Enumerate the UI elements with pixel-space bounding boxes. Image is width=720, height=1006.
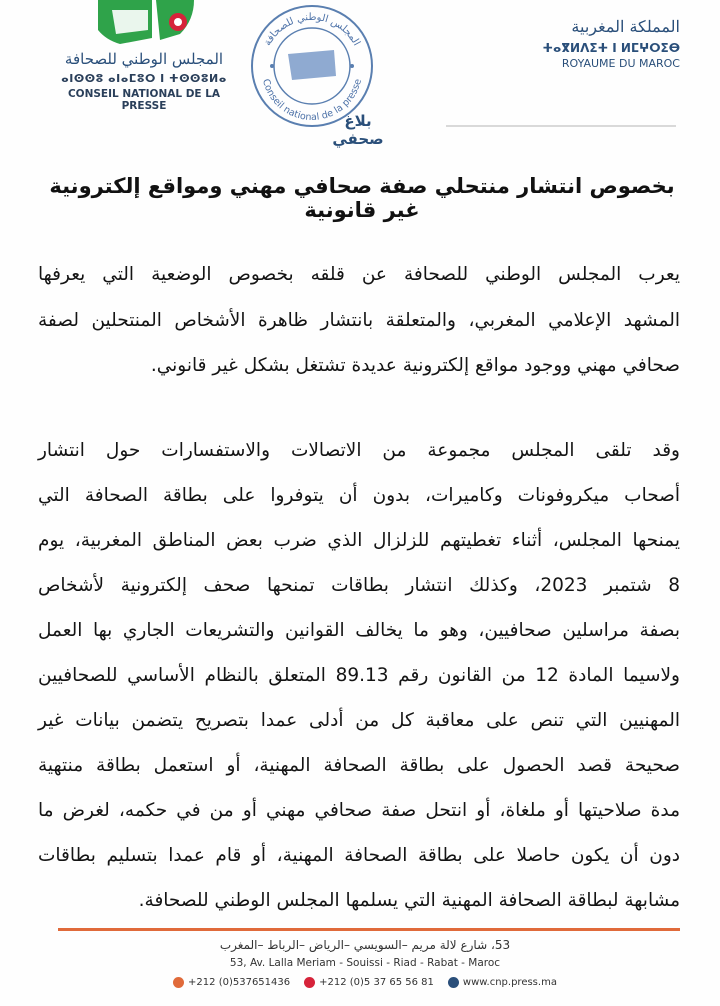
- paragraph-1: [38, 252, 680, 389]
- council-name-arabic: المجلس الوطني للصحافة: [64, 50, 224, 68]
- council-name-french: CONSEIL NATIONAL DE LA PRESSE: [67, 88, 221, 112]
- phone-1-text: +212 (0)537651436: [188, 976, 291, 988]
- phone-2-text: +212 (0)5 37 65 56 81: [319, 976, 434, 988]
- document-title: بخصوص انتشار منتحلي صفة صحافي مهني ومواقع إلكترونية غير قانونية: [49, 174, 675, 222]
- footer-address-arabic: 53، شارع لالة مريم –السويسي –الرياض –الرباط –المغرب: [219, 938, 511, 952]
- paragraph-line: أصحاب ميكروفونات وكاميرات، بدون أن يتوفروا على بطاقة الصحافة التي: [38, 485, 680, 506]
- globe-icon: [448, 977, 459, 988]
- header-divider: [446, 125, 676, 127]
- website-text: www.cnp.press.ma: [462, 976, 557, 988]
- kingdom-name-tifinagh: ⵜⴰⴳⵍⴷⵉⵜ ⵏ ⵍⵎⵖⵔⵉⴱ: [542, 41, 680, 55]
- paragraph-line: دون أن يكون حاصلا على بطاقة الصحافة المهنية، أو قام عمدا بتسليم بطاقات: [38, 845, 680, 866]
- paragraph-2: [38, 428, 680, 923]
- paragraph-line: مشابهة لبطاقة الصحافة المهنية التي يسلمها المجلس الوطني للصحافة.: [138, 890, 680, 911]
- paragraph-line: صحافي مهني ووجود مواقع إلكترونية عديدة تشتغل بشكل غير قانوني.: [150, 355, 680, 376]
- contact-phone-2: [304, 973, 434, 991]
- contact-phone-1: [173, 973, 290, 991]
- paragraph-line: ولاسيما المادة 12 من القانون رقم 89.13 المتعلق بالنظام الأساسي للصحافيين: [38, 665, 680, 686]
- paragraph-line: مدة صلاحيتها أو ملغاة، أو انتحل صفة صحافي مهني أو من في حكمه، لغرض ما: [38, 800, 680, 821]
- kingdom-block: [510, 16, 680, 72]
- footer-address-french: 53, Av. Lalla Meriam - Souissi - Riad - Rabat - Maroc: [229, 957, 501, 969]
- council-name-tifinagh: ⴰⵏⵙⵙⵓ ⴰⵏⴰⵎⵓⵔ ⵏ ⵜⵙⵙⵓⵍⴰ: [61, 72, 227, 85]
- contact-website: [448, 973, 557, 991]
- paragraph-line: المهنيين التي تنص على معاقبة كل من أدلى عمدا بتصريح يتضمن بيانات غير: [38, 710, 680, 731]
- paragraph-line: المشهد الإعلامي المغربي، والمتعلقة بانتشار ظاهرة الأشخاص المنتحلين لصفة: [38, 309, 680, 331]
- bulletin-heading: بلاغ صحفي: [332, 112, 384, 148]
- phone-icon: [173, 977, 184, 988]
- footer-divider: [58, 928, 680, 931]
- kingdom-name-arabic: المملكة المغربية: [571, 17, 680, 36]
- paragraph-line: بصفة مراسلين صحافيين، وهو ما يخالف القوانين والتشريعات الجاري بها العمل: [38, 620, 680, 641]
- paragraph-line: يعرب المجلس الوطني للصحافة عن قلقه بخصوص الوضعية التي يعرفها: [38, 264, 680, 285]
- paragraph-line: صحيحة قصد الحصول على بطاقة الصحافة المهنية، أو استعمل بطاقة منتهية: [38, 755, 680, 776]
- council-logo-block: [44, 0, 244, 110]
- paragraph-line: وقد تلقى المجلس مجموعة من الاتصالات والاستفسارات حول انتشار: [38, 440, 680, 461]
- council-logo-icon: [90, 0, 200, 44]
- paragraph-line: 8 شتمبر 2023، وكذلك انتشار بطاقات تمنحها صحف إلكترونية لأشخاص: [38, 575, 680, 596]
- kingdom-name-french: ROYAUME DU MAROC: [561, 57, 680, 70]
- stamp-text-french: Conseil national de la presse: [259, 77, 365, 124]
- footer-contacts: [150, 973, 580, 991]
- fax-icon: [304, 977, 315, 988]
- paragraph-line: يمنحها المجلس، أثناء تغطيتهم للزلزال الذي ضرب بعض المناطق المغربية، يوم: [38, 530, 680, 551]
- stamp-text-arabic: المجلس الوطني للصحافة: [262, 11, 362, 48]
